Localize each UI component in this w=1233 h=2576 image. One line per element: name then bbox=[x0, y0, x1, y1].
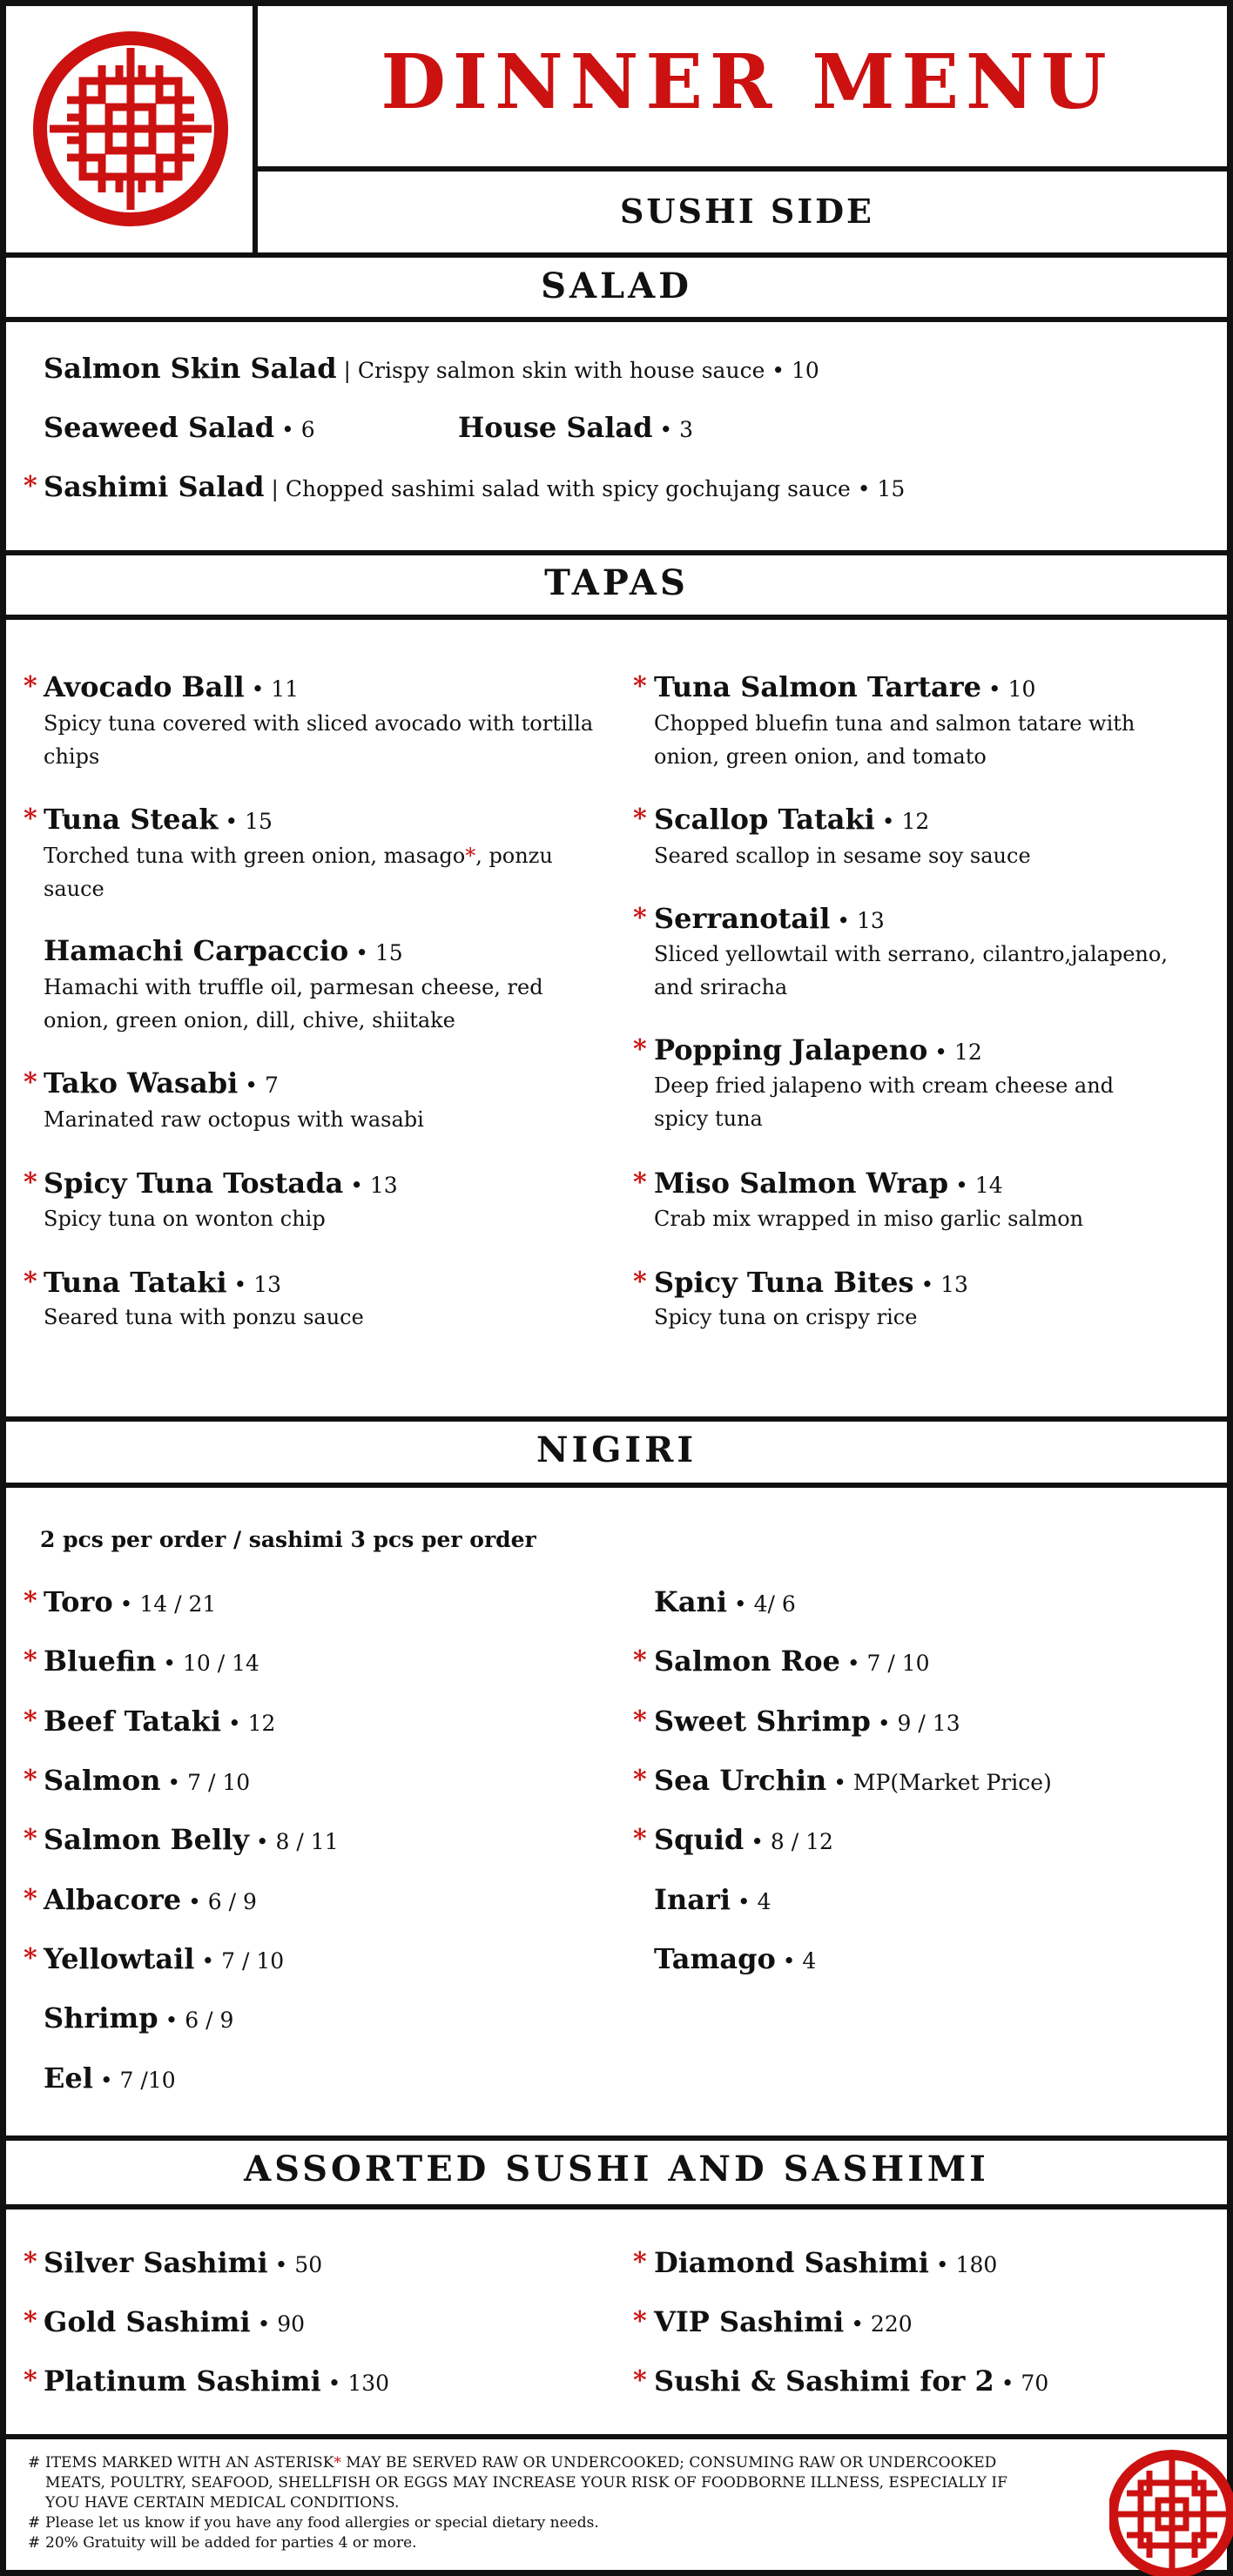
menu-item: Salmon Roe • 7 / 10 bbox=[654, 1644, 930, 1678]
item-description: Sliced yellowtail with serrano, cilantro,jalapeno, and sriracha bbox=[654, 942, 1168, 999]
raw-asterisk: * bbox=[24, 1765, 37, 1795]
menu-item: Spicy Tuna Tostada • 13 bbox=[44, 1167, 398, 1200]
raw-asterisk: * bbox=[633, 903, 647, 933]
item-description: Torched tuna with green onion, masago*, ponzu sauce bbox=[44, 844, 553, 901]
menu-item: Salmon • 7 / 10 bbox=[44, 1764, 251, 1797]
menu-item: Yellowtail • 7 / 10 bbox=[44, 1942, 285, 1975]
red-lattice-medallion-icon bbox=[32, 30, 229, 227]
item-description: Chopped bluefin tuna and salmon tatare with onion, green onion, and tomato bbox=[654, 711, 1135, 769]
menu-item: VIP Sashimi • 220 bbox=[654, 2305, 913, 2338]
raw-asterisk: * bbox=[24, 1267, 37, 1297]
item-description: Spicy tuna on crispy rice bbox=[654, 1305, 918, 1329]
item-description: Spicy tuna covered with sliced avocado with tortilla chips bbox=[44, 711, 594, 769]
menu-item: Kani • 4/ 6 bbox=[654, 1585, 796, 1618]
raw-asterisk: * bbox=[24, 2365, 37, 2396]
raw-asterisk: * bbox=[633, 804, 647, 834]
raw-asterisk: * bbox=[24, 1586, 37, 1617]
menu-item: Tuna Tataki • 13 bbox=[44, 1266, 282, 1299]
page-subtitle: SUSHI SIDE bbox=[619, 192, 875, 231]
menu-item: Miso Salmon Wrap • 14 bbox=[654, 1167, 1003, 1200]
menu-item: Beef Tataki • 12 bbox=[44, 1705, 276, 1738]
menu-item: Salmon Skin Salad | Crispy salmon skin with house sauce • 10 bbox=[44, 352, 819, 385]
divider bbox=[0, 615, 1233, 620]
divider bbox=[0, 252, 1233, 258]
raw-asterisk: * bbox=[24, 2247, 37, 2277]
menu-item: Gold Sashimi • 90 bbox=[44, 2305, 306, 2338]
raw-asterisk: * bbox=[24, 2306, 37, 2337]
menu-item: Bluefin • 10 / 14 bbox=[44, 1644, 259, 1678]
menu-item: Tuna Salmon Tartare • 10 bbox=[654, 670, 1036, 703]
section-title-salad: SALAD bbox=[541, 266, 692, 306]
menu-item: Inari • 4 bbox=[654, 1883, 771, 1916]
item-description: Seared scallop in sesame soy sauce bbox=[654, 844, 1031, 868]
divider bbox=[0, 2204, 1233, 2209]
raw-asterisk: * bbox=[633, 1645, 647, 1676]
divider bbox=[0, 2434, 1233, 2439]
raw-asterisk: * bbox=[24, 804, 37, 834]
raw-asterisk: * bbox=[633, 2365, 647, 2396]
menu-item: Hamachi Carpaccio • 15 bbox=[44, 934, 403, 967]
divider bbox=[0, 317, 1233, 322]
item-description: Spicy tuna on wonton chip bbox=[44, 1207, 326, 1231]
raw-asterisk: * bbox=[24, 1167, 37, 1198]
menu-item: Serranotail • 13 bbox=[654, 902, 885, 935]
divider bbox=[0, 1483, 1233, 1488]
menu-item: Salmon Belly • 8 / 11 bbox=[44, 1823, 339, 1856]
raw-asterisk: * bbox=[633, 1034, 647, 1065]
menu-item: Tuna Steak • 15 bbox=[44, 803, 273, 836]
menu-item: Shrimp • 6 / 9 bbox=[44, 2001, 234, 2035]
item-description: Hamachi with truffle oil, parmesan cheese, red onion, green onion, dill, chive, shiitake bbox=[44, 975, 543, 1032]
menu-item: Squid • 8 / 12 bbox=[654, 1823, 833, 1856]
menu-item: Sea Urchin • MP(Market Price) bbox=[654, 1764, 1052, 1797]
header-divider-vertical bbox=[253, 0, 258, 258]
raw-asterisk: * bbox=[24, 1884, 37, 1914]
menu-item: Albacore • 6 / 9 bbox=[44, 1883, 257, 1916]
header-divider-horizontal bbox=[258, 166, 1233, 172]
raw-asterisk: * bbox=[633, 2247, 647, 2277]
raw-asterisk: * bbox=[24, 1705, 37, 1736]
raw-asterisk: * bbox=[24, 1824, 37, 1854]
section-title-assorted: ASSORTED SUSHI AND SASHIMI bbox=[244, 2149, 989, 2189]
menu-item: Spicy Tuna Bites • 13 bbox=[654, 1266, 968, 1299]
raw-asterisk: * bbox=[24, 671, 37, 702]
raw-asterisk: * bbox=[24, 1645, 37, 1676]
divider bbox=[0, 550, 1233, 555]
page-title: DINNER MENU bbox=[381, 38, 1114, 126]
raw-asterisk: * bbox=[633, 1267, 647, 1297]
menu-item: Eel • 7 /10 bbox=[44, 2061, 176, 2095]
menu-item: Scallop Tataki • 12 bbox=[654, 803, 930, 836]
menu-item: Sushi & Sashimi for 2 • 70 bbox=[654, 2364, 1049, 2398]
menu-item: Toro • 14 / 21 bbox=[44, 1585, 217, 1618]
raw-asterisk: * bbox=[633, 1167, 647, 1198]
raw-asterisk: * bbox=[633, 1824, 647, 1854]
nigiri-note: 2 pcs per order / sashimi 3 pcs per order bbox=[40, 1527, 536, 1552]
raw-asterisk: * bbox=[633, 1765, 647, 1795]
divider bbox=[0, 1416, 1233, 1422]
raw-asterisk: * bbox=[633, 2306, 647, 2337]
divider bbox=[0, 2135, 1233, 2141]
section-title-tapas: TAPAS bbox=[544, 562, 689, 603]
menu-item: House Salad • 3 bbox=[458, 411, 694, 444]
raw-asterisk: * bbox=[633, 1705, 647, 1736]
item-description: Deep fried jalapeno with cream cheese and spicy tuna bbox=[654, 1073, 1115, 1131]
menu-item: Diamond Sashimi • 180 bbox=[654, 2246, 998, 2279]
item-description: Seared tuna with ponzu sauce bbox=[44, 1305, 364, 1329]
item-description: Marinated raw octopus with wasabi bbox=[44, 1107, 424, 1132]
raw-asterisk: * bbox=[633, 671, 647, 702]
menu-item: Popping Jalapeno • 12 bbox=[654, 1033, 982, 1066]
menu-item: Sashimi Salad | Chopped sashimi salad with spicy gochujang sauce • 15 bbox=[44, 470, 906, 503]
footer-disclaimer: # ITEMS MARKED WITH AN ASTERISK* MAY BE SERVED RAW OR UNDERCOOKED; CONSUMING RAW OR UNDERCOOKED MEATS, POULTRY, SEAFOOD, SHELLFISH OR EGGS MAY INCREASE YOUR RISK OF FOODBORNE ILLNESS, ESPECIALLY IF YOU HAVE CERTAIN MEDICAL CONDITIONS. # Please let us know if you have any food allergies or special dietary needs. # 20% Gratuity will be added for parties 4 or more. bbox=[28, 2454, 1007, 2552]
raw-asterisk: * bbox=[24, 471, 37, 501]
menu-item: Sweet Shrimp • 9 / 13 bbox=[654, 1705, 960, 1738]
menu-item: Tamago • 4 bbox=[654, 1942, 817, 1975]
section-title-nigiri: NIGIRI bbox=[536, 1429, 697, 1470]
menu-item: Avocado Ball • 11 bbox=[44, 670, 300, 703]
menu-item: Tako Wasabi • 7 bbox=[44, 1066, 279, 1100]
raw-asterisk: * bbox=[24, 1943, 37, 1974]
red-lattice-medallion-icon bbox=[1109, 2445, 1233, 2576]
menu-item: Platinum Sashimi • 130 bbox=[44, 2364, 390, 2398]
menu-item: Seaweed Salad • 6 bbox=[44, 411, 315, 444]
item-description: Crab mix wrapped in miso garlic salmon bbox=[654, 1207, 1084, 1231]
raw-asterisk: * bbox=[24, 1067, 37, 1098]
menu-item: Silver Sashimi • 50 bbox=[44, 2246, 323, 2279]
